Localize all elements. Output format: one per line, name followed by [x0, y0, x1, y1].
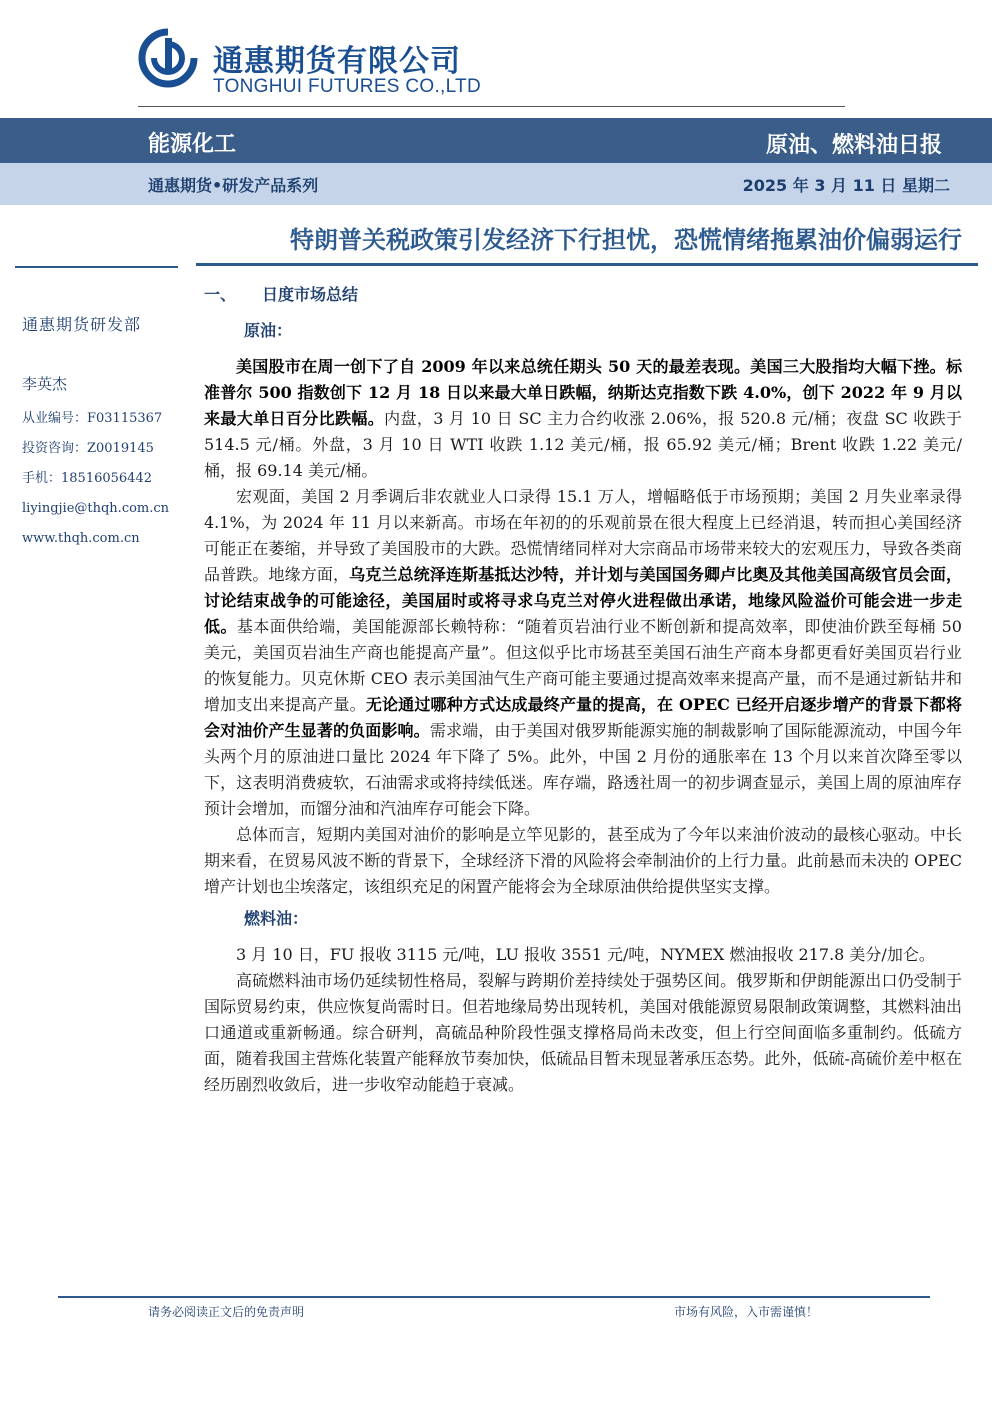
analyst-name: 李英杰: [22, 375, 68, 393]
series-band: [0, 163, 992, 205]
fuel-paragraph-1: 3 月 10 日，FU 报收 3115 元/吨，LU 报收 3551 元/吨，NYMEX 燃油报收 217.8 美分/加仑。: [236, 945, 935, 964]
crude-paragraph-2: [204, 484, 962, 822]
company-name-cn: 通惠期货有限公司: [213, 44, 461, 79]
section-heading: [204, 282, 358, 305]
crude-p2-d: 无论通过哪种方式达成最终产量的提高，在 OPEC 已经开启逐步增产的背景下都将会对油价产生显著的负面影响。: [204, 695, 962, 740]
crude-subhead: 原油：: [244, 321, 293, 340]
sidebar-divider: [15, 266, 178, 268]
crude-paragraph-1: [204, 354, 962, 484]
report-headline: 特朗普关税政策引发经济下行担忧，恐慌情绪拖累油价偏弱运行: [290, 226, 962, 254]
tonghui-logo-icon: [138, 28, 198, 88]
risk-notice: 市场有风险，入市需谨慎！: [673, 1305, 818, 1319]
department: 通惠期货研发部: [22, 315, 142, 334]
footer-divider: [58, 1296, 930, 1298]
crude-paragraph-3: 总体而言，短期内美国对油价的影响是立竿见影的，甚至成为了今年以来油价波动的最核心驱动。中长期来看，在贸易风波不断的背景下，全球经济下滑的风险将会牵制油价的上行力量。此前悬而未决的 OPEC 增产计划也尘埃落定，该组织充足的闲置产能将会为全球原油供给提供坚实支撑。: [204, 825, 962, 896]
website-link[interactable]: www.thqh.com.cn: [22, 531, 140, 546]
company-name-en: TONGHUI FUTURES CO.,LTD: [213, 76, 481, 97]
crude-p2-b: 乌克兰总统泽连斯基抵达沙特，并计划与美国国务卿卢比奥及其他美国高级官员会面，讨论结束战争的可能途径，美国届时或将寻求乌克兰对停火进程做出承诺，地缘风险溢价可能会进一步走低。: [204, 565, 962, 636]
crude-p2-c: 基本面供给端，美国能源部长赖特称：“随着页岩油行业不断创新和提高效率，即使油价跌至每桶 50 美元，美国页岩油生产商也能提高产量”。但这似乎比市场甚至美国石油生产商本身都更看好美国页岩行业的恢复能力。贝克休斯 CEO 表示美国油气生产商可能主要通过提高效率来提高产量，而不是通过新钻井和增加支出来提高产量。: [204, 617, 962, 714]
disclaimer-link[interactable]: 请务必阅读正文后的免责声明: [148, 1305, 305, 1319]
category-band: [0, 118, 992, 163]
header-divider: [138, 106, 845, 107]
practice-id: 从业编号：F03115367: [22, 411, 163, 426]
analyst-sidebar: [22, 312, 192, 554]
crude-p2-e: 需求端，由于美国对俄罗斯能源实施的制裁影响了国际能源流动，中国今年头两个月的原油进口量比 2024 年下降了 5%。此外，中国 2 月份的通胀率在 13 个月以来首次降至零以下，这表明消费疲软，石油需求或将持续低迷。库存端，路透社周一的初步调查显示，美国上周的原油库存预计会增加，而馏分油和汽油库存可能会下降。: [204, 721, 962, 818]
section-title: 日度市场总结: [262, 285, 359, 304]
report-body: [204, 318, 962, 1098]
phone: 手机：18516056442: [22, 471, 152, 486]
report-category: 能源化工: [148, 132, 237, 157]
report-date: 2025 年 3 月 11 日 星期二: [742, 176, 950, 195]
consult-id: 投资咨询：Z0019145: [22, 441, 154, 456]
fuel-subhead: 燃料油：: [244, 909, 309, 928]
report-name: 原油、燃料油日报: [765, 133, 942, 158]
report-series: 通惠期货•研发产品系列: [148, 176, 319, 195]
crude-p2-a: 宏观面，美国 2 月季调后非农就业人口录得 15.1 万人，增幅略低于市场预期；美国 2 月失业率录得 4.1%，为 2024 年 11 月以来新高。市场在年初的的乐观前景在很大程度上已经消退，转而担心美国经济可能正在萎缩，并导致了美国股市的大跌。恐慌情绪同样对大宗商品市场带来较大的宏观压力，导致各类商品普跌。地缘方面，: [204, 487, 962, 584]
section-number: 一、: [204, 285, 237, 304]
headline-divider: [196, 263, 978, 266]
email-link[interactable]: liyingjie@thqh.com.cn: [22, 501, 170, 516]
fuel-paragraph-2: 高硫燃料油市场仍延续韧性格局，裂解与跨期价差持续处于强势区间。俄罗斯和伊朗能源出口仍受制于国际贸易约束，供应恢复尚需时日。但若地缘局势出现转机，美国对俄能源贸易限制政策调整，其燃料油出口通道或重新畅通。综合研判，高硫品种阶段性强支撑格局尚未改变，但上行空间面临多重制约。低硫方面，随着我国主营炼化装置产能释放节奏加快，低硫品目暂未现显著承压态势。此外，低硫-高硫价差中枢在经历剧烈收敛后，进一步收窄动能趋于衰减。: [204, 971, 962, 1094]
crude-p1-text: 内盘，3 月 10 日 SC 主力合约收涨 2.06%，报 520.8 元/桶；夜盘 SC 收跌于 514.5 元/桶。外盘，3 月 10 日 WTI 收跌 1.12 美元/桶，报 65.92 美元/桶；Brent 收跌 1.22 美元/桶，报 69.14 美元/桶。: [204, 409, 962, 480]
crude-p1-bold: 美国股市在周一创下了自 2009 年以来总统任期头 50 天的最差表现。美国三大股指均大幅下挫。标准普尔 500 指数创下 12 月 18 日以来最大单日跌幅，纳斯达克指数下跌 4.0%，创下 2022 年 9 月以来最大单日百分比跌幅。: [204, 357, 962, 428]
